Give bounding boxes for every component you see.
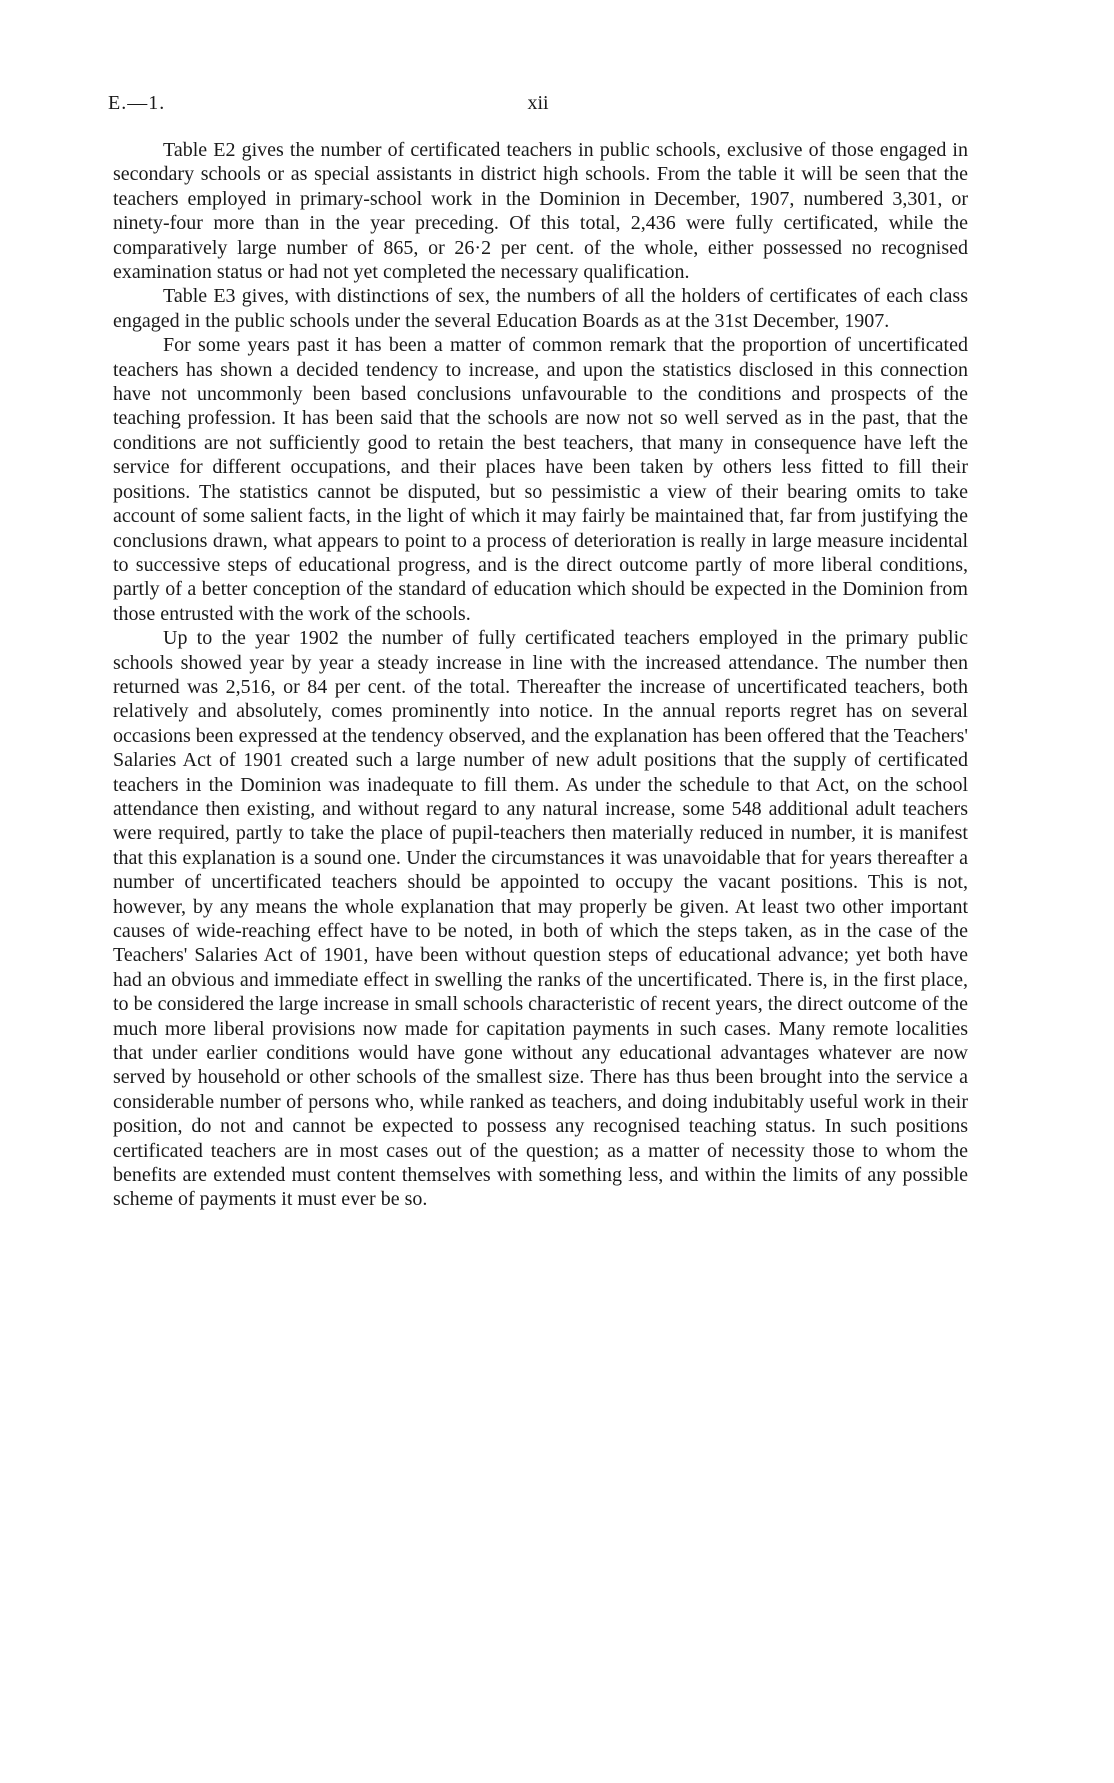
paragraph-uncertificated-tendency: For some years past it has been a matter of common remark that the proportion of uncertificated teachers has shown a decided tendency to increase, and upon the statistics disclosed in this connection have not uncommonly been based conclusions unfavourable to the conditions and prospects of the teaching profession. It has been said that the schools are now not so well served as in the past, that the conditions are not sufficiently good to retain the best teachers, that many in consequence have left the service for different occupations, and their places have been taken by others less fitted to fill their positions. The statistics cannot be disputed, but so pessimistic a view of their bearing omits to take account of some salient facts, in the light of which it may fairly be maintained that, far from justifying the conclusions drawn, what appears to point to a process of deterioration is really in large measure incidental to successive steps of educational progress, and is the direct outcome partly of more liberal conditions, partly of a better conception of the standard of education which should be expected in the Dominion from those entrusted with the work of the schools.: [113, 334, 968, 625]
page-header: [108, 92, 968, 122]
paragraph-up-to-1902: Up to the year 1902 the number of fully certificated teachers employed in the primary public schools showed year by year a steady increase in line with the increased attendance. The number then returned was 2,516, or 84 per cent. of the total. Thereafter the increase of uncertificated teachers, both relatively and absolutely, comes prominently into notice. In the annual reports regret has on several occasions been expressed at the tendency observed, and the explanation has been offered that the Teachers' Salaries Act of 1901 created such a large number of new adult positions that the supply of certificated teachers in the Dominion was inadequate to fill them. As under the schedule to that Act, on the school attendance then existing, and without regard to any natural increase, some 548 additional adult teachers were required, partly to take the place of pupil-teachers then materially reduced in number, it is manifest that this explanation is a sound one. Under the circumstances it was unavoidable that for years thereafter a number of uncertificated teachers should be appointed to occupy the vacant positions. This is not, however, by any means the whole explanation that may properly be given. At least two other important causes of wide-reaching effect have to be noted, in both of which the steps taken, as in the case of the Teachers' Salaries Act of 1901, have been without question steps of educational advance; yet both have had an obvious and immediate effect in swelling the ranks of the uncertificated. There is, in the first place, to be considered the large increase in small schools characteristic of recent years, the direct outcome of the much more liberal provisions now made for capitation payments in such cases. Many remote localities that under earlier conditions would have gone without any educational advantages whatever are now served by household or other schools of the smallest size. There has thus been brought into the service a considerable number of persons who, while ranked as teachers, and doing indubitably useful work in their position, do not and cannot be expected to possess any recognised teaching status. In such positions certificated teachers are in most cases out of the question; as a matter of necessity those to whom the benefits are extended must content themselves with something less, and within the limits of any possible scheme of payments it must ever be so.: [113, 627, 968, 1211]
body-text: [113, 138, 968, 1212]
paragraph-table-e2: Table E2 gives the number of certificated teachers in public schools, exclusive of those engaged in secondary schools or as special assistants in district high schools. From the table it will be seen that the teachers employed in primary-school work in the Dominion in December, 1907, numbered 3,301, or ninety-four more than in the year preceding. Of this total, 2,436 were fully certificated, while the comparatively large number of 865, or 26·2 per cent. of the whole, either possessed no recognised examination status or had not yet completed the necessary qualification.: [113, 139, 968, 284]
paragraph-table-e3: Table E3 gives, with distinctions of sex, the numbers of all the holders of certificates of each class engaged in the public schools under the several Education Boards as at the 31st December, 1907.: [113, 285, 968, 332]
page-number: xii: [527, 92, 549, 114]
document-reference: E.—1.: [108, 92, 166, 114]
